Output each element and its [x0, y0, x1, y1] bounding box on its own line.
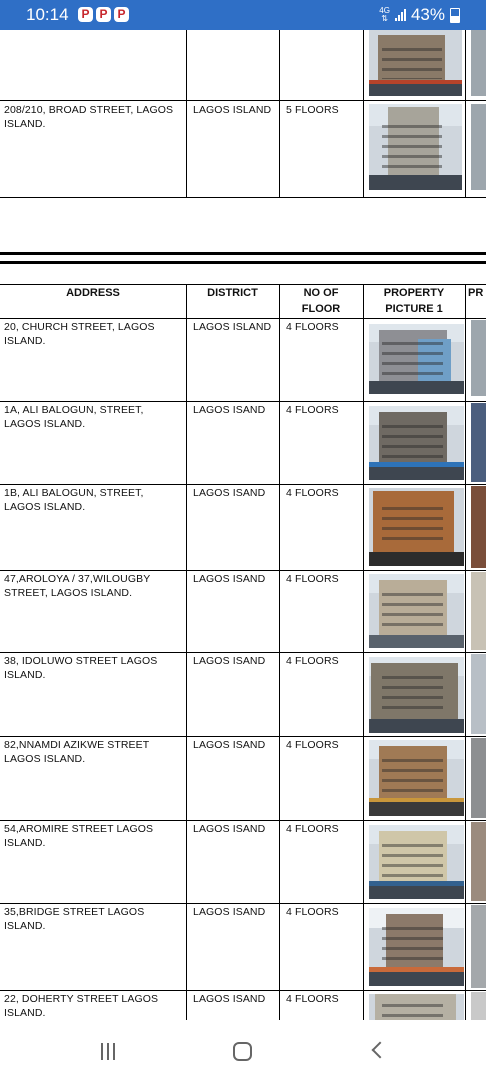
address-cell: 1A, ALI BALOGUN, STREET, LAGOS ISLAND.	[4, 404, 144, 430]
next-column-photo	[471, 654, 486, 734]
floors-cell: 4 FLOORS	[286, 573, 339, 585]
next-column-photo	[471, 320, 486, 396]
property-photo	[369, 30, 462, 96]
floors-cell: 4 FLOORS	[286, 487, 339, 499]
property-photo	[369, 324, 464, 394]
document-view[interactable]	[0, 30, 486, 1020]
floors-header-line1: NO OF	[303, 287, 339, 299]
address-cell: 82,NNAMDI AZIKWE STREET LAGOS ISLAND.	[4, 739, 150, 765]
picture-header-line2: PICTURE 1	[385, 303, 443, 315]
network-type-label: 4G	[379, 6, 390, 15]
district-cell: LAGOS ISLAND	[193, 321, 272, 333]
floors-cell: 4 FLOORS	[286, 823, 339, 835]
district-cell: LAGOS ISAND	[193, 993, 266, 1005]
district-cell: LAGOS ISAND	[193, 487, 266, 499]
district-cell: LAGOS ISAND	[193, 739, 266, 751]
status-time: 10:14	[26, 5, 69, 24]
district-cell: LAGOS ISLAND	[193, 104, 272, 116]
recents-icon[interactable]	[88, 1038, 128, 1064]
picture-header-line1: PROPERTY	[383, 287, 445, 299]
floors-cell: 4 FLOORS	[286, 906, 339, 918]
next-column-header: PR	[468, 287, 484, 299]
signal-icon	[395, 9, 406, 21]
district-header: DISTRICT	[207, 287, 258, 299]
address-cell: 47,AROLOYA / 37,WILOUGBY STREET, LAGOS ISLAND.	[4, 573, 151, 599]
floors-header-line2: FLOOR	[301, 303, 341, 315]
picture-header	[363, 285, 465, 317]
floors-cell: 4 FLOORS	[286, 404, 339, 416]
p-app-notification-icon: P	[96, 7, 111, 22]
next-column-photo	[471, 30, 486, 96]
address-cell: 38, IDOLUWO STREET LAGOS ISLAND.	[4, 655, 158, 681]
next-column-photo	[471, 572, 486, 650]
next-column-photo	[471, 822, 486, 901]
next-column-photo	[471, 486, 486, 568]
address-cell: 20, CHURCH STREET, LAGOS ISLAND.	[4, 321, 155, 347]
home-icon[interactable]	[222, 1038, 262, 1064]
next-column-photo	[471, 403, 486, 482]
next-column-photo	[471, 992, 486, 1020]
next-column-photo	[471, 905, 486, 988]
address-cell: 35,BRIDGE STREET LAGOS ISLAND.	[4, 906, 145, 932]
floors-cell: 4 FLOORS	[286, 655, 339, 667]
floors-cell: 5 FLOORS	[286, 104, 339, 116]
floors-cell: 4 FLOORS	[286, 321, 339, 333]
property-photo	[369, 740, 464, 816]
notification-badges	[78, 7, 129, 22]
property-photo	[369, 994, 464, 1020]
battery-icon	[450, 8, 460, 23]
next-column-photo	[471, 738, 486, 818]
property-photo	[369, 488, 464, 566]
status-indicators	[379, 5, 460, 25]
navigation-bar	[0, 1020, 486, 1080]
property-photo	[369, 657, 464, 733]
address-cell: 54,AROMIRE STREET LAGOS ISLAND.	[4, 823, 154, 849]
status-bar	[0, 0, 486, 30]
p-app-notification-icon: P	[114, 7, 129, 22]
property-photo	[369, 908, 464, 986]
p-app-notification-icon: P	[78, 7, 93, 22]
address-header: ADDRESS	[66, 287, 120, 299]
floors-cell: 4 FLOORS	[286, 993, 339, 1005]
property-photo	[369, 574, 464, 648]
property-photo	[369, 825, 464, 899]
district-cell: LAGOS ISAND	[193, 906, 266, 918]
address-cell: 208/210, BROAD STREET, LAGOS ISLAND.	[4, 104, 174, 130]
district-cell: LAGOS ISAND	[193, 573, 266, 585]
floors-header	[279, 285, 363, 317]
district-cell: LAGOS ISAND	[193, 823, 266, 835]
battery-percent: 43%	[410, 5, 445, 24]
property-photo	[369, 406, 464, 480]
floors-cell: 4 FLOORS	[286, 739, 339, 751]
address-cell: 22, DOHERTY STREET LAGOS ISLAND.	[4, 993, 159, 1019]
network-type-icon: 4G ⇅	[379, 6, 390, 23]
back-icon[interactable]	[358, 1038, 398, 1064]
district-cell: LAGOS ISAND	[193, 404, 266, 416]
address-cell: 1B, ALI BALOGUN, STREET, LAGOS ISLAND.	[4, 487, 144, 513]
next-column-photo	[471, 104, 486, 190]
district-cell: LAGOS ISAND	[193, 655, 266, 667]
property-photo	[369, 104, 462, 190]
